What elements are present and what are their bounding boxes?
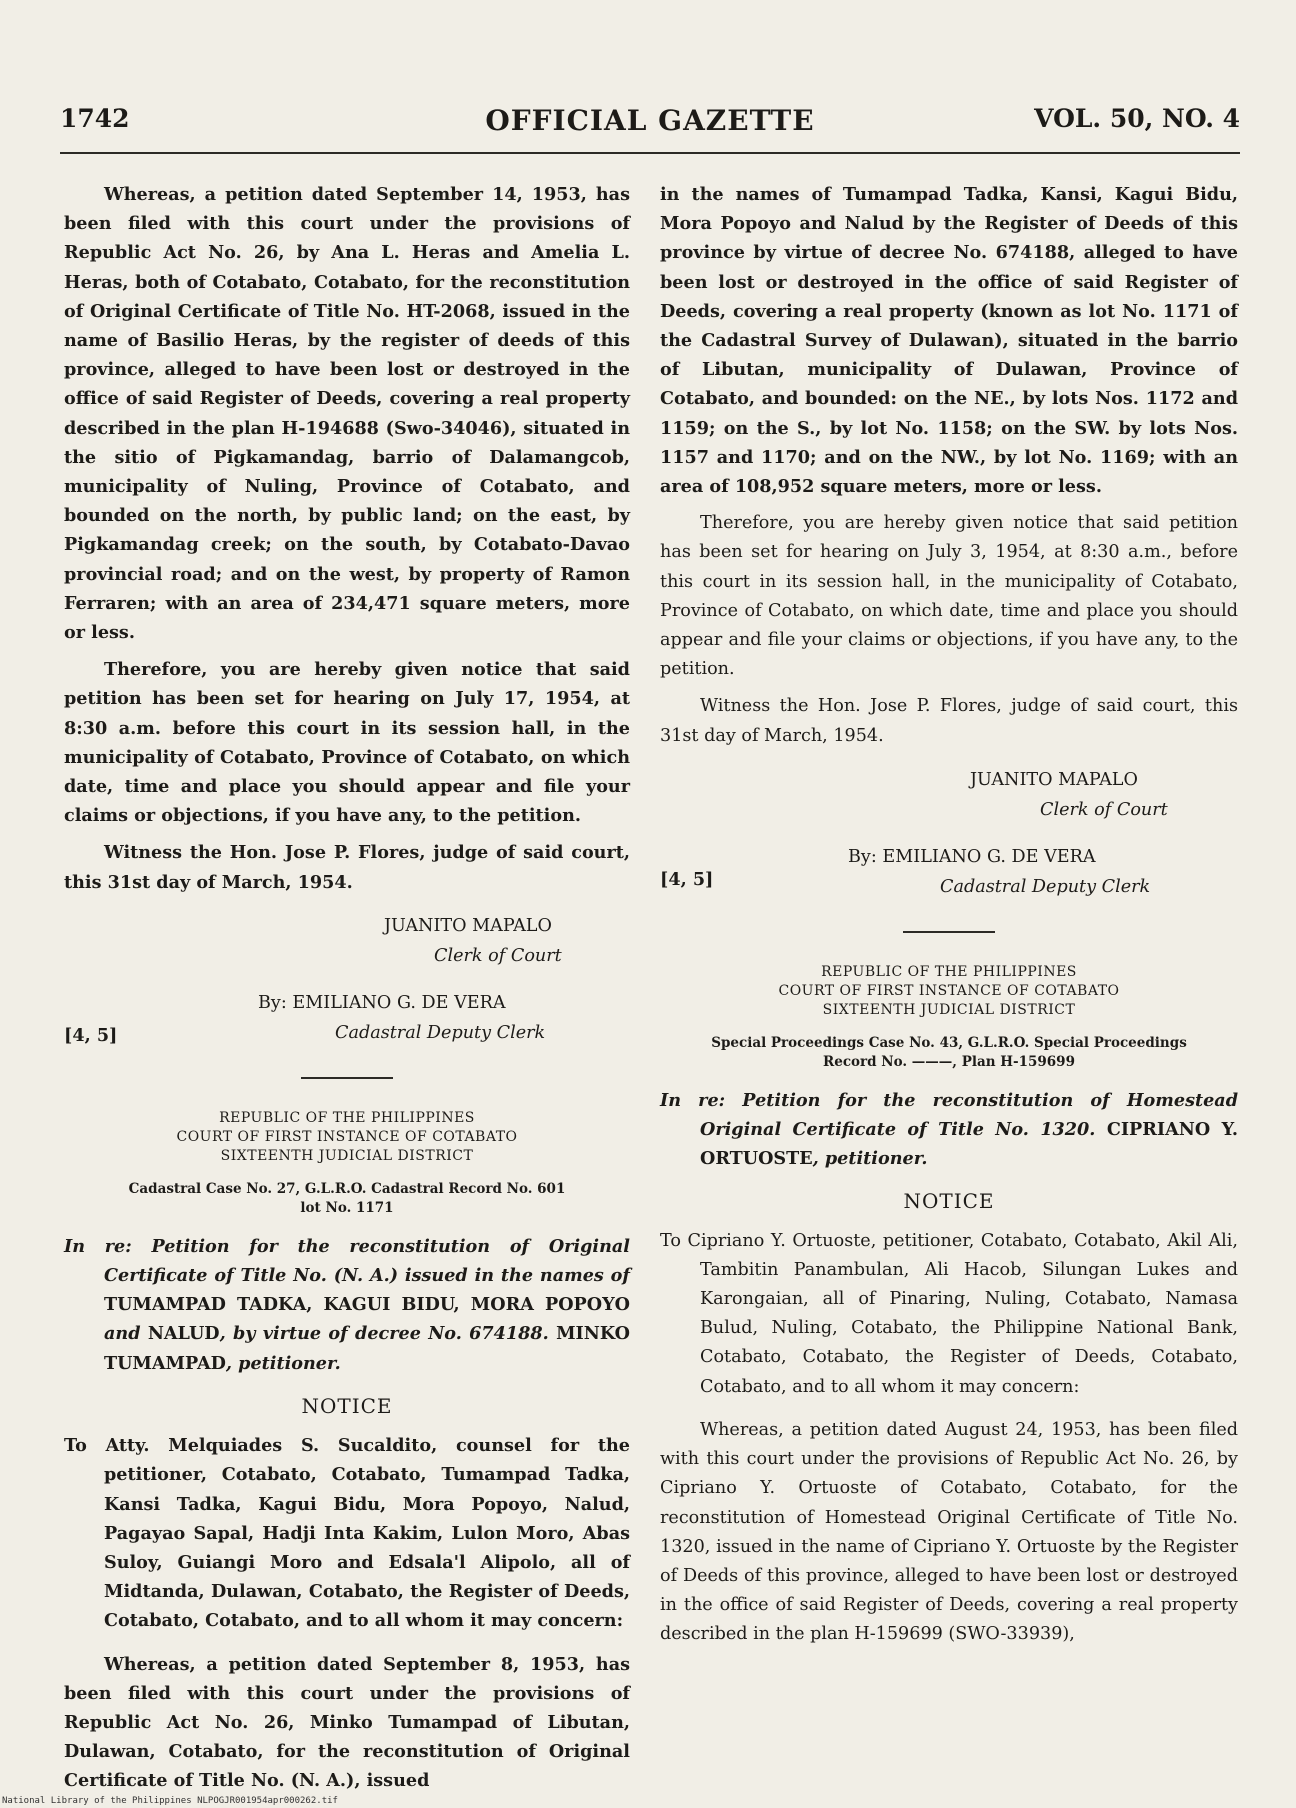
signature-block xyxy=(64,911,630,971)
section-divider xyxy=(903,931,995,933)
witness-paragraph: Witness the Hon. Jose P. Flores, judge of said court, this 31st day of March, 1954. xyxy=(660,696,1238,746)
notice-heading: NOTICE xyxy=(903,1189,995,1214)
issue-reference: [4, 5] xyxy=(64,1024,118,1046)
deputy-name: EMILIANO G. DE VERA xyxy=(882,846,1096,867)
clerk-title: Clerk of Court xyxy=(434,945,562,966)
whereas-paragraph: Whereas, a petition dated August 24, 1953, has been filed with this court under the provisions of Republic Act No. 26, by Cipriano Y. Ortuoste of Cotabato, Cotabato, for the reconstitution of Homestead Original Certificate of Title No. 1320, issued in the name of Cipriano Y. Ortuoste by the Register of Deeds of this province, alleged to have been lost or destroyed in the office of said Register of Deeds, covering a real property described in the plan H-159699 (SWO-33939), xyxy=(660,1419,1238,1645)
witness-paragraph: Witness the Hon. Jose P. Flores, judge of said court, this 31st day of March, 1954. xyxy=(64,842,630,893)
page-header xyxy=(60,104,1240,144)
case-title: In re: Petition for the reconstitution of Homestead Original Certificate of Title No. 1320. CIPRIANO Y. ORTUOSTE, petitioner. xyxy=(660,1089,1238,1170)
notice-heading: NOTICE xyxy=(301,1393,393,1418)
continuation-paragraph: in the names of Tumampad Tadka, Kansi, Kagui Bidu, Mora Popoyo and Nalud by the Register of Deeds of this province by virtue of decree No. 674188, alleged to have been lost or destroyed in the office of said Register of Deeds, covering a real property (known as lot No. 1171 of the Cadastral Survey of Dulawan), situated in the barrio of Libutan, municipality of Dulawan, Province of Cotabato, and bounded: on the NE., by lots Nos. 1172 and 1159; on the S., by lot No. 1158; on the SW. by lots Nos. 1157 and 1170; and on the NW., by lot No. 1169; with an area of 108,952 square meters, more or less. xyxy=(660,184,1238,498)
scan-footer: National Library of the Philippines NLPOGJR001954apr000262.tif xyxy=(2,1796,338,1806)
court-heading: REPUBLIC OF THE PHILIPPINES COURT OF FIRST INSTANCE OF COTABATO SIXTEENTH JUDICIAL DISTRICT xyxy=(176,1109,518,1164)
deputy-signature xyxy=(660,843,1238,905)
addressees-paragraph: To Cipriano Y. Ortuoste, petitioner, Cotabato, Cotabato, Akil Ali, Tambitin Panambulan, Ali Hacob, Silungan Lukes and Karongaian, all of Pinaring, Nuling, Cotabato, Namasa Bulud, Nuling, Cotabato, the Philippine National Bank, Cotabato, Cotabato, the Register of Deeds, Cotabato, Cotabato, and to all whom it may concern: xyxy=(660,1230,1238,1397)
header-rule xyxy=(60,152,1240,154)
case-title: In re: Petition for the reconstitution of Original Certificate of Title No. (N. A.) issued in the names of TUMAMPAD TADKA, KAGUI BIDU, MORA POPOYO and NALUD, by virtue of decree No. 674188. MINKO TUMAMPAD, petitioner. xyxy=(64,1235,630,1374)
whereas-paragraph: Whereas, a petition dated September 14, 1953, has been filed with this court under the provisions of Republic Act No. 26, by Ana L. Heras and Amelia L. Heras, both of Cotabato, Cotabato, for the reconstitution of Original Certificate of Title No. HT-2068, issued in the name of Basilio Heras, by the register of deeds of this province, alleged to have been lost or destroyed in the office of said Register of Deeds, covering a real property described in the plan H-194688 (Swo-34046), situated in the sitio of Pigkamandag, barrio of Dalamangcob, municipality of Nuling, Province of Cotabato, and bounded on the north, by public land; on the east, by Pigkamandag creek; on the south, by Cotabato-Davao provincial road; and on the west, by property of Ramon Ferraren; with an area of 234,471 square meters, more or less. xyxy=(64,184,630,644)
clerk-name: JUANITO MAPALO xyxy=(384,915,552,936)
court-heading: REPUBLIC OF THE PHILIPPINES COURT OF FIRST INSTANCE OF COTABATO SIXTEENTH JUDICIAL DISTRICT xyxy=(778,963,1120,1018)
clerk-title: Clerk of Court xyxy=(1040,799,1168,820)
page-number: 1742 xyxy=(60,104,130,133)
therefore-paragraph: Therefore, you are hereby given notice that said petition has been set for hearing on July 3, 1954, at 8:30 a.m., before this court in its session hall, in the municipality of Cotabato, Province of Cotabato, on which date, time and place you should appear and file your claims or objections, if you have any, to the petition. xyxy=(660,513,1238,680)
by-label: By: EMILIANO G. DE VERA xyxy=(848,846,1096,867)
addressees-paragraph: To Atty. Melquiades S. Sucaldito, counsel for the petitioner, Cotabato, Cotabato, Tumampad Tadka, Kansi Tadka, Kagui Bidu, Mora Popoyo, Nalud, Pagayao Sapal, Hadji Inta Kakim, Lulon Moro, Abas Suloy, Guiangi Moro and Edsala'l Alipolo, all of Midtanda, Dulawan, Cotabato, the Register of Deeds, Cotabato, Cotabato, and to all whom it may concern: xyxy=(64,1435,630,1632)
whereas-paragraph: Whereas, a petition dated September 8, 1953, has been filed with this court under the provisions of Republic Act No. 26, Minko Tumampad of Libutan, Dulawan, Cotabato, for the reconstitution of Original Certificate of Title No. (N. A.), issued xyxy=(64,1653,630,1792)
signature-block xyxy=(660,765,1238,825)
deputy-signature xyxy=(64,989,630,1051)
case-number: Cadastral Case No. 27, G.L.R.O. Cadastral Record No. 601 lot No. 1171 xyxy=(128,1180,566,1216)
left-column xyxy=(64,180,630,1796)
deputy-title: Cadastral Deputy Clerk xyxy=(335,1022,546,1043)
deputy-title: Cadastral Deputy Clerk xyxy=(940,876,1151,897)
case-number: Special Proceedings Case No. 43, G.L.R.O. Special Proceedings Record No. ———, Plan H-159699 xyxy=(711,1034,1187,1070)
right-column xyxy=(660,180,1238,1650)
deputy-name: EMILIANO G. DE VERA xyxy=(292,992,506,1013)
therefore-paragraph: Therefore, you are hereby given notice that said petition has been set for hearing on July 17, 1954, at 8:30 a.m. before this court in its session hall, in the municipality of Cotabato, Province of Cotabato, on which date, time and place you should appear and file your claims or objections, if you have any, to the petition. xyxy=(64,659,630,827)
issue-reference: [4, 5] xyxy=(660,868,714,890)
section-divider xyxy=(301,1077,393,1079)
volume-label: VOL. 50, NO. 4 xyxy=(1034,104,1240,133)
publication-title: OFFICIAL GAZETTE xyxy=(485,104,815,137)
by-label: By: EMILIANO G. DE VERA xyxy=(258,992,506,1013)
clerk-name: JUANITO MAPALO xyxy=(970,769,1138,790)
